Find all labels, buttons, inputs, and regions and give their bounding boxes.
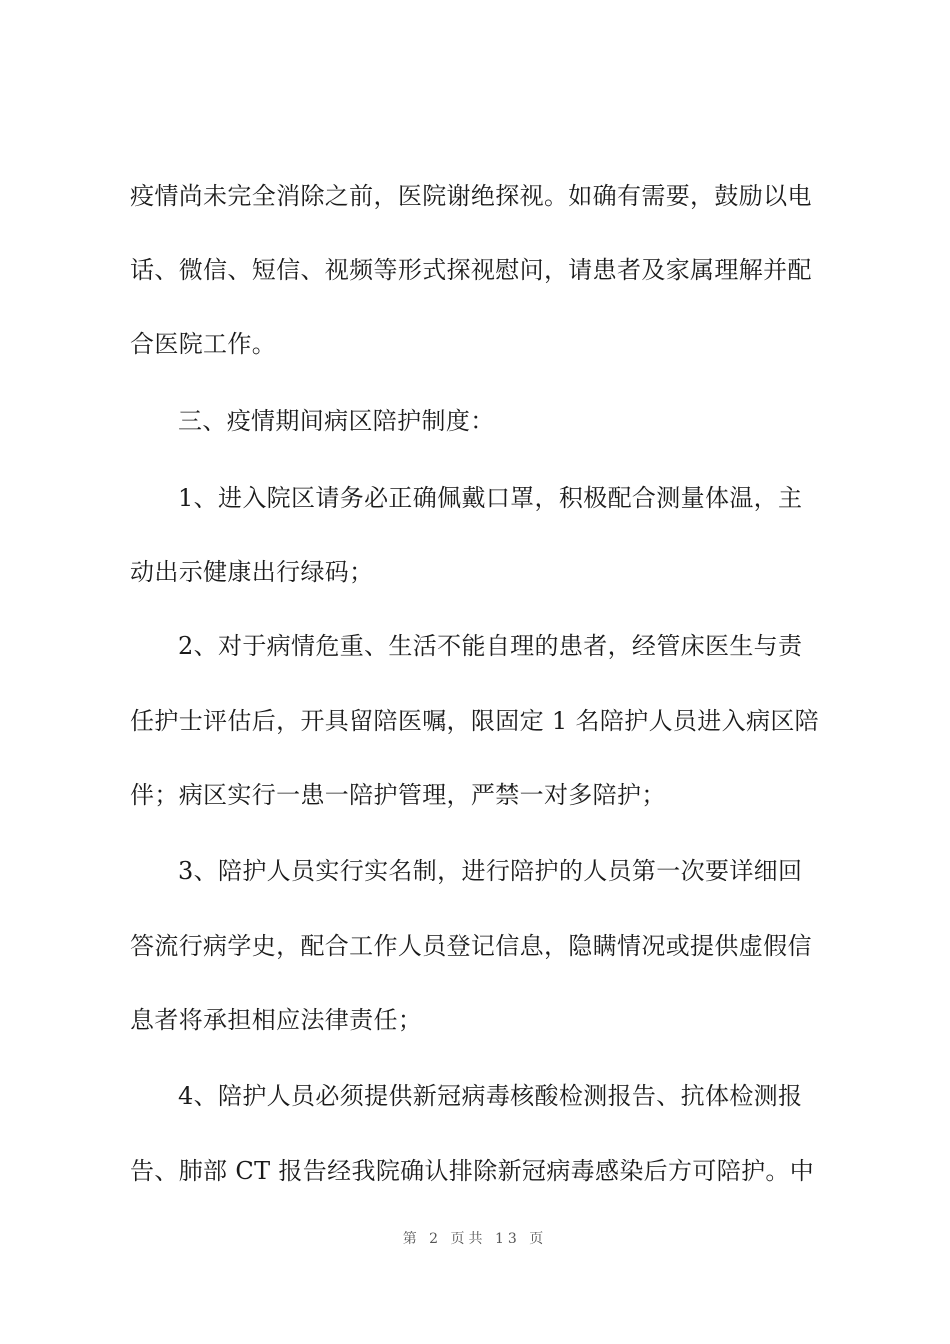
body-text-line: 息者将承担相应法律责任； xyxy=(130,1006,423,1034)
body-text-line: 动出示健康出行绿码； xyxy=(130,558,374,586)
body-text-line: 合医院工作。 xyxy=(130,330,277,358)
body-text-line: 2、对于病情危重、生活不能自理的患者，经管床医生与责 xyxy=(178,632,803,660)
body-text-line: 3、陪护人员实行实名制，进行陪护的人员第一次要详细回 xyxy=(178,857,803,885)
body-text-line: 疫情尚未完全消除之前，医院谢绝探视。如确有需要，鼓励以电 xyxy=(130,182,812,210)
body-text-line: 1、进入院区请务必正确佩戴口罩，积极配合测量体温，主 xyxy=(178,484,803,512)
body-text-line: 告、肺部 CT 报告经我院确认排除新冠病毒感染后方可陪护。中 xyxy=(130,1157,815,1185)
body-text-line: 伴；病区实行一患一陪护管理，严禁一对多陪护； xyxy=(130,781,666,809)
body-text-line: 话、微信、短信、视频等形式探视慰问，请患者及家属理解并配 xyxy=(130,256,812,284)
body-text-line: 答流行病学史，配合工作人员登记信息，隐瞒情况或提供虚假信 xyxy=(130,932,812,960)
body-text-line: 任护士评估后，开具留陪医嘱，限固定 1 名陪护人员进入病区陪 xyxy=(130,707,820,735)
body-text-line: 4、陪护人员必须提供新冠病毒核酸检测报告、抗体检测报 xyxy=(178,1082,803,1110)
page-number-footer: 第 2 页共 13 页 xyxy=(402,1231,548,1247)
section-heading: 三、疫情期间病区陪护制度： xyxy=(178,407,495,435)
